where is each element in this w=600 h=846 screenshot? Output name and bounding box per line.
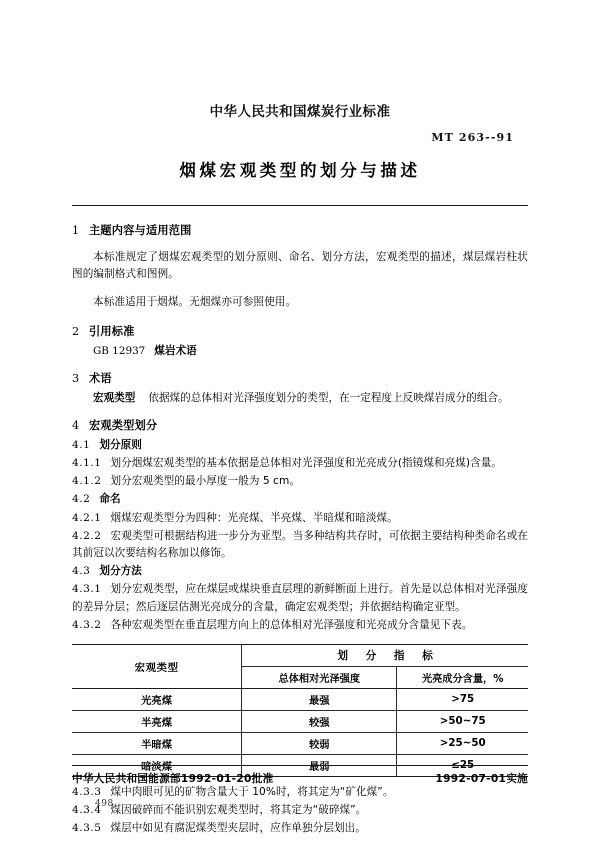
- clause-4-2-2: [72, 528, 528, 563]
- clause-text: 煤中肉眼可见的矿物含量大于 10%时，将其定为“矿化煤”。: [110, 785, 394, 798]
- referenced-standard-line: [72, 343, 528, 360]
- table-header: [72, 644, 528, 688]
- clause-number: 4.1: [72, 439, 91, 452]
- clause-text: 划分原则: [99, 439, 142, 452]
- clause-number: 4.2: [72, 493, 91, 506]
- clause-4-3-5: [72, 820, 528, 838]
- term-label: 宏观类型: [93, 391, 136, 404]
- document-body: [72, 222, 528, 838]
- section-number-2: 2: [72, 324, 80, 338]
- clause-4-3-3: [72, 784, 528, 802]
- clause-text: 划分宏观类型，应在煤层或煤块垂直层理的新鲜断面上进行。首先是以总体相对光泽强度的差异分层；然后逐层估测光亮成分的含量，确定宏观类型；并依据结构确定亚型。: [72, 583, 528, 613]
- section-number-3: 3: [72, 371, 80, 385]
- table-body: [72, 688, 528, 776]
- column-header-division-index: 划 分 指 标: [242, 644, 528, 666]
- document-header: [72, 100, 528, 181]
- clause-number: 4.1.1: [72, 457, 102, 470]
- clause-number: 4.2.1: [72, 511, 102, 524]
- cell-bright-content: >25~50: [397, 732, 528, 754]
- clause-number: 4.2.2: [72, 529, 102, 542]
- clause-text: 划分烟煤宏观类型的基本依据是总体相对光泽强度和光亮成分(指镜煤和亮煤)含量。: [110, 457, 503, 470]
- section-title-2: 引用标准: [89, 324, 135, 338]
- clause-number: 4.3.2: [72, 619, 102, 632]
- cell-macro-type: 光亮煤: [72, 688, 242, 710]
- clause-text: 各种宏观类型在垂直层理方向上的总体相对光泽强度和光亮成分含量见下表。: [110, 619, 473, 632]
- clause-4-1-1: [72, 455, 528, 473]
- footer-divider-rule: [72, 765, 528, 766]
- clause-number: 4.3.4: [72, 803, 102, 816]
- table-row: [72, 732, 528, 754]
- clause-number: 4.1.2: [72, 475, 102, 488]
- term-definition: 依据煤的总体相对光泽强度划分的类型，在一定程度上反映煤岩成分的组合。: [148, 391, 509, 404]
- cell-relative-luster: 较强: [242, 710, 397, 732]
- clause-4-1: [72, 437, 528, 455]
- section-number-1: 1: [72, 224, 80, 237]
- section-1-paragraph-2: 本标准适用于烟煤。无烟煤亦可参照使用。: [93, 296, 297, 309]
- section-heading-2: [72, 323, 528, 339]
- clause-text: 煤因破碎而不能识别宏观类型时，将其定为“破碎煤”。: [110, 803, 367, 816]
- cell-relative-luster: 最强: [242, 688, 397, 710]
- clause-4-3: [72, 563, 528, 581]
- section-heading-3: [72, 370, 528, 386]
- clause-number: 4.3.1: [72, 583, 102, 596]
- clause-text: 烟煤宏观类型分为四种：光亮煤、半亮煤、半暗煤和暗淡煤。: [110, 511, 398, 524]
- section-heading-4: [72, 417, 528, 433]
- document-footer: [72, 771, 528, 786]
- cell-bright-content: >75: [397, 688, 528, 710]
- footer-approval-text: 中华人民共和国能源部1992-01-20批准: [72, 773, 274, 785]
- clause-number: 4.3: [72, 565, 91, 578]
- clause-4-3-4: [72, 802, 528, 820]
- clause-4-1-2: [72, 473, 528, 491]
- clause-4-2: [72, 491, 528, 509]
- clause-text: 宏观类型可根据结构进一步分为亚型。当多种结构共存时，可依据主要结构种类命名或在其前冠以次要结构名称加以修饰。: [72, 529, 528, 560]
- cell-macro-type: 暗淡煤: [72, 754, 242, 776]
- column-header-macro-type: 宏观类型: [72, 644, 242, 688]
- table-row: [72, 688, 528, 710]
- footer-implementation-text: 1992-07-01实施: [435, 773, 528, 785]
- clause-4-3-2: [72, 617, 528, 635]
- cell-bright-content: ≤25: [397, 754, 528, 776]
- macro-type-table-wrapper: [72, 644, 528, 777]
- clause-number: 4.3.3: [72, 785, 102, 798]
- standard-category: 中华人民共和国煤炭行业标准: [209, 104, 391, 120]
- clause-4-3-1: [72, 581, 528, 616]
- clause-text: 划分方法: [99, 565, 142, 578]
- section-title-3: 术语: [89, 371, 112, 385]
- clause-4-2-1: [72, 510, 528, 528]
- cell-relative-luster: 最弱: [242, 754, 397, 776]
- clause-text: 煤层中如见有腐泥煤类型夹层时，应作单独分层划出。: [110, 821, 366, 834]
- section-number-4: 4: [72, 419, 80, 433]
- clause-text: 划分宏观类型的最小厚度一般为 5 cm。: [110, 475, 300, 488]
- standard-number: MT 263--91: [431, 131, 514, 144]
- table-row: [72, 710, 528, 732]
- table-header-row-1: [72, 644, 528, 666]
- section-1-paragraph-1: 本标准规定了烟煤宏观类型的划分原则、命名、划分方法，宏观类型的描述，煤层煤岩柱状图的编制格式和图例。: [72, 250, 528, 281]
- cell-macro-type: 半亮煤: [72, 710, 242, 732]
- clause-text: 命名: [99, 493, 121, 506]
- cell-bright-content: >50~75: [397, 710, 528, 732]
- section-heading-1: [72, 222, 528, 238]
- column-header-relative-luster: 总体相对光泽强度: [242, 666, 397, 688]
- header-divider-rule: [72, 205, 528, 206]
- term-definition-line: [72, 390, 528, 408]
- page-number: 498: [95, 799, 114, 809]
- referenced-standard-name: 煤岩术语: [154, 344, 197, 357]
- referenced-standard-code: GB 12937: [93, 344, 146, 357]
- cell-relative-luster: 较弱: [242, 732, 397, 754]
- section-title-4: 宏观类型划分: [89, 419, 158, 433]
- page-title: 烟煤宏观类型的划分与描述: [179, 161, 421, 180]
- cell-macro-type: 半暗煤: [72, 732, 242, 754]
- macro-type-table: [72, 644, 528, 777]
- column-header-bright-content: 光亮成分含量，%: [397, 666, 528, 688]
- clause-number: 4.3.5: [72, 821, 102, 834]
- section-title-1: 主题内容与适用范围: [89, 224, 192, 237]
